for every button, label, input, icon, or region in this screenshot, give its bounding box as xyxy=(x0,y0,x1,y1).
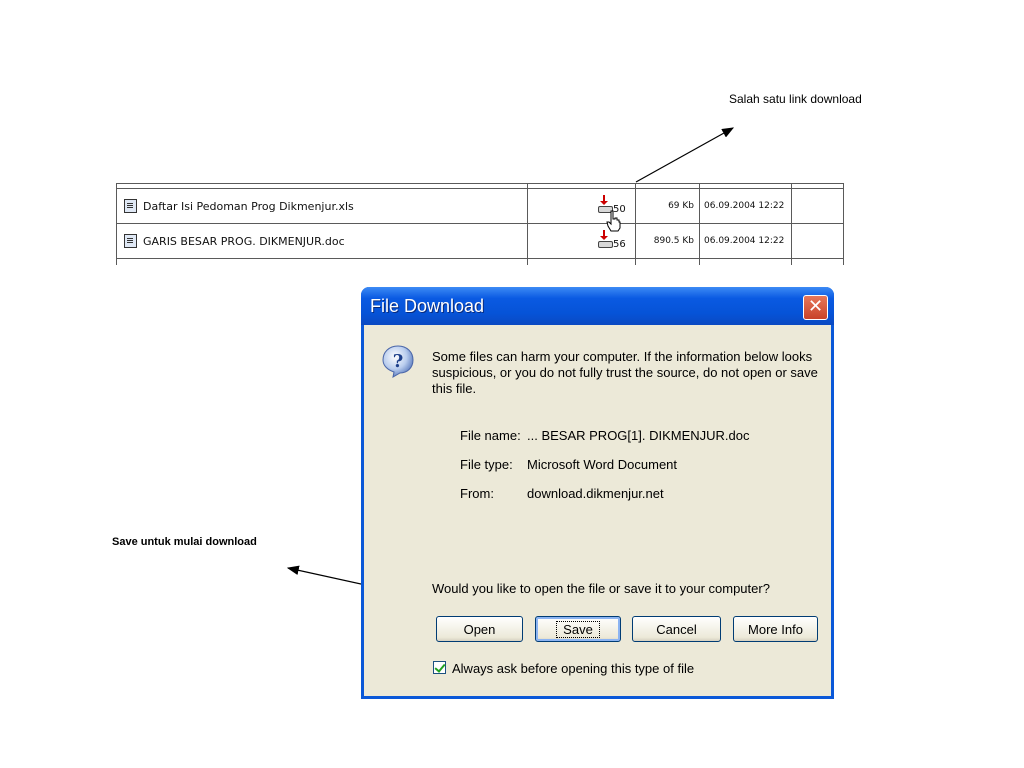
close-button[interactable] xyxy=(803,295,828,320)
file-date: 06.09.2004 12:22 xyxy=(704,236,785,246)
save-button[interactable] xyxy=(535,616,621,642)
download-count: 56 xyxy=(613,239,626,250)
cancel-button[interactable] xyxy=(632,616,721,642)
annotation-download-link: Salah satu link download xyxy=(729,92,862,106)
always-ask-label[interactable]: Always ask before opening this type of file xyxy=(452,661,695,676)
cancel-button-label: Cancel xyxy=(656,622,697,637)
file-name: GARIS BESAR PROG. DIKMENJUR.doc xyxy=(143,234,345,248)
file-date: 06.09.2004 12:22 xyxy=(704,201,785,211)
file-name-label: File name: xyxy=(460,428,521,443)
from-label: From: xyxy=(460,486,494,501)
open-button[interactable] xyxy=(436,616,523,642)
dialog-titlebar[interactable] xyxy=(361,287,834,325)
file-name: Daftar Isi Pedoman Prog Dikmenjur.xls xyxy=(143,199,354,213)
from-value: download.dikmenjur.net xyxy=(527,486,664,501)
more-info-button[interactable] xyxy=(733,616,818,642)
file-download-dialog xyxy=(361,287,834,699)
arrow-to-note xyxy=(636,128,733,182)
file-size: 69 Kb xyxy=(668,201,694,211)
file-name-value: ... BESAR PROG[1]. DIKMENJUR.doc xyxy=(527,428,750,443)
file-type-value: Microsoft Word Document xyxy=(527,457,678,472)
svg-text:?: ? xyxy=(392,351,404,372)
question-icon xyxy=(381,344,415,378)
annotation-save: Save untuk mulai download xyxy=(112,536,257,548)
download-count: 50 xyxy=(613,204,626,215)
warning-text: Some files can harm your computer. If the information below looks suspicious, or you do not fully trust the source, do not open or save this file. xyxy=(432,349,818,396)
dialog-title: File Download xyxy=(370,296,485,316)
open-button-label: Open xyxy=(463,622,496,637)
file-type-label: File type: xyxy=(460,457,513,472)
close-icon: ✕ xyxy=(807,296,824,317)
always-ask-checkbox[interactable] xyxy=(433,661,446,674)
file-size: 890.5 Kb xyxy=(653,236,694,246)
save-button-label: Save xyxy=(556,621,600,638)
more-info-button-label: More Info xyxy=(748,622,803,637)
question-text: Would you like to open the file or save it to your computer? xyxy=(432,581,770,596)
